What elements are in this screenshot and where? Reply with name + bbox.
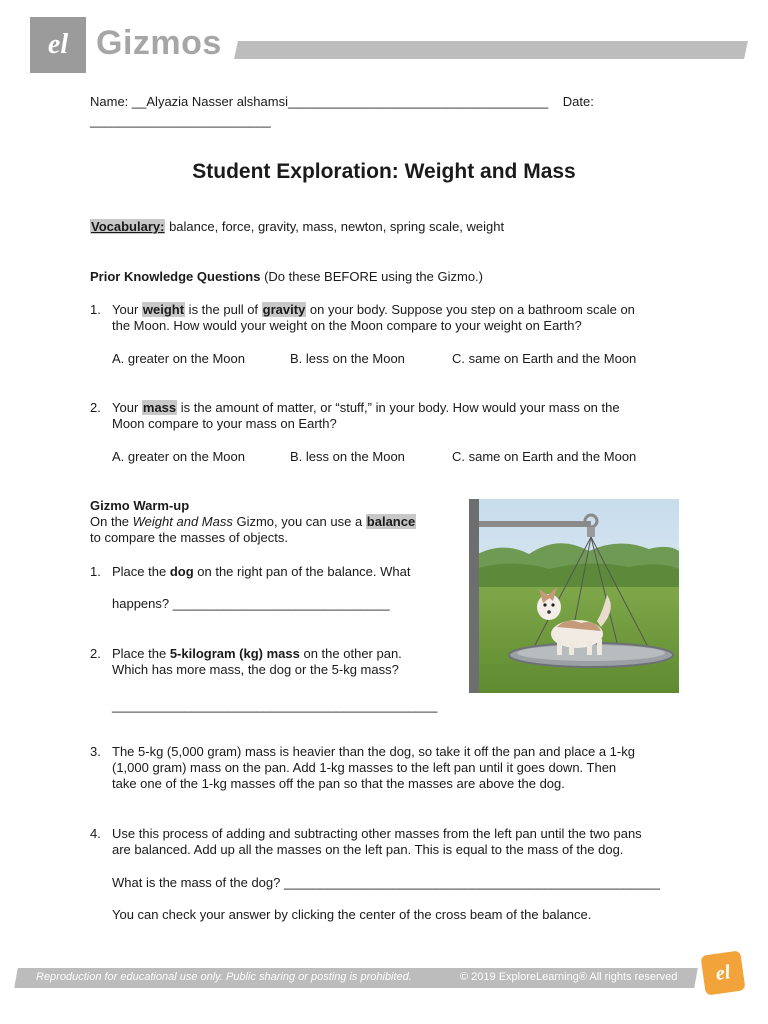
prior-heading-line [90, 269, 483, 285]
balance-scene-image [469, 499, 679, 693]
step1-line1 [90, 564, 410, 580]
prior-heading: Prior Knowledge Questions [90, 269, 261, 284]
balance-illustration [469, 499, 679, 693]
term-dog: dog [169, 564, 194, 579]
explorelearning-badge-icon [700, 950, 745, 995]
q1-line2: the Moon. How would your weight on the Moon compare to your weight on Earth? [112, 318, 582, 333]
footer-notice: Reproduction for educational use only. Public sharing or posting is prohibited. [36, 971, 412, 983]
q2-option-c[interactable]: C. same on Earth and the Moon [452, 449, 637, 464]
q1-option-a[interactable]: A. greater on the Moon [112, 351, 245, 366]
step4-number: 4. [90, 826, 101, 841]
page-title: Student Exploration: Weight and Mass [192, 160, 576, 183]
step1-answer[interactable]: happens? ______________________________ [112, 596, 390, 611]
step2-line2: Which has more mass, the dog or the 5-kg mass? [112, 662, 399, 677]
step4-line2: are balanced. Add up all the masses on the left pan. This is equal to the mass of the dog. [112, 842, 624, 857]
q1-text: Your [112, 302, 142, 317]
date-label: Date: [562, 94, 594, 109]
prior-note: (Do these BEFORE using the Gizmo.) [260, 269, 483, 284]
q1-text: is the pull of [185, 302, 262, 317]
dog-mass-question[interactable]: What is the mass of the dog? ____________________________________________________ [112, 875, 660, 890]
warmup-intro-text: Gizmo, you can use a [232, 514, 366, 529]
name-label: Name: [90, 94, 129, 109]
q1-option-c[interactable]: C. same on Earth and the Moon [452, 351, 637, 366]
step3-number: 3. [90, 744, 101, 759]
vocabulary-line [90, 219, 504, 235]
step2-text: Place the [112, 646, 170, 661]
explorelearning-logo [30, 17, 86, 73]
step1-text: Place the [112, 564, 170, 579]
q2-text: is the amount of matter, or “stuff,” in your body. How would your mass on the [177, 400, 620, 415]
name-value[interactable]: __Alyazia Nasser alshamsi [131, 94, 288, 109]
term-balance: balance [366, 514, 416, 529]
date-blank[interactable]: _________________________ [90, 113, 271, 128]
q1-text: on your body. Suppose you step on a bathroom scale on [306, 302, 635, 317]
warmup-intro-line2: to compare the masses of objects. [90, 530, 288, 545]
vocabulary-text: balance, force, gravity, mass, newton, spring scale, weight [165, 219, 505, 234]
step1-number: 1. [90, 564, 101, 579]
name-line [90, 94, 594, 110]
step4-line1 [90, 826, 642, 842]
warmup-heading: Gizmo Warm-up [90, 498, 190, 513]
step2-line1 [90, 646, 402, 662]
header-bar [234, 41, 748, 59]
term-weight: weight [142, 302, 185, 317]
step2-number: 2. [90, 646, 101, 661]
step2-answer-blank[interactable]: _____________________________________________ [112, 698, 438, 713]
q2-line1 [90, 400, 620, 416]
term-mass: mass [142, 400, 177, 415]
badge-text: el [714, 960, 732, 985]
footer-copyright: © 2019 ExploreLearning® All rights reserved [460, 971, 678, 983]
vocabulary-label: Vocabulary: [91, 219, 165, 234]
q1-number: 1. [90, 302, 101, 317]
step3-text: The 5-kg (5,000 gram) mass is heavier than the dog, so take it off the pan and place a 1-kg [112, 744, 635, 759]
q1-line1 [90, 302, 635, 318]
step3-line1 [90, 744, 635, 760]
name-blank: ____________________________________ [288, 94, 549, 109]
step1-text: on the right pan of the balance. What [193, 564, 411, 579]
q2-option-b[interactable]: B. less on the Moon [290, 449, 405, 464]
q2-option-a[interactable]: A. greater on the Moon [112, 449, 245, 464]
q2-line2: Moon compare to your mass on Earth? [112, 416, 337, 431]
step4-text: Use this process of adding and subtracting other masses from the left pan until the two pans [112, 826, 642, 841]
gizmos-brand: Gizmos [96, 24, 222, 62]
q2-number: 2. [90, 400, 101, 415]
q1-option-b[interactable]: B. less on the Moon [290, 351, 405, 366]
term-5kg-mass: 5-kilogram (kg) mass [169, 646, 300, 661]
warmup-intro [90, 514, 416, 530]
step2-text: on the other pan. [299, 646, 402, 661]
step3-line2: (1,000 gram) mass on the pan. Add 1-kg masses to the left pan until it goes down. Then [112, 760, 617, 775]
q2-text: Your [112, 400, 142, 415]
gizmo-name: Weight and Mass [132, 514, 233, 529]
check-answer-note: You can check your answer by clicking the center of the cross beam of the balance. [112, 907, 592, 922]
term-gravity: gravity [262, 302, 306, 317]
step3-line3: take one of the 1-kg masses off the pan so that the masses are above the dog. [112, 776, 565, 791]
warmup-intro-text: On the [90, 514, 133, 529]
logo-text: el [47, 29, 69, 60]
